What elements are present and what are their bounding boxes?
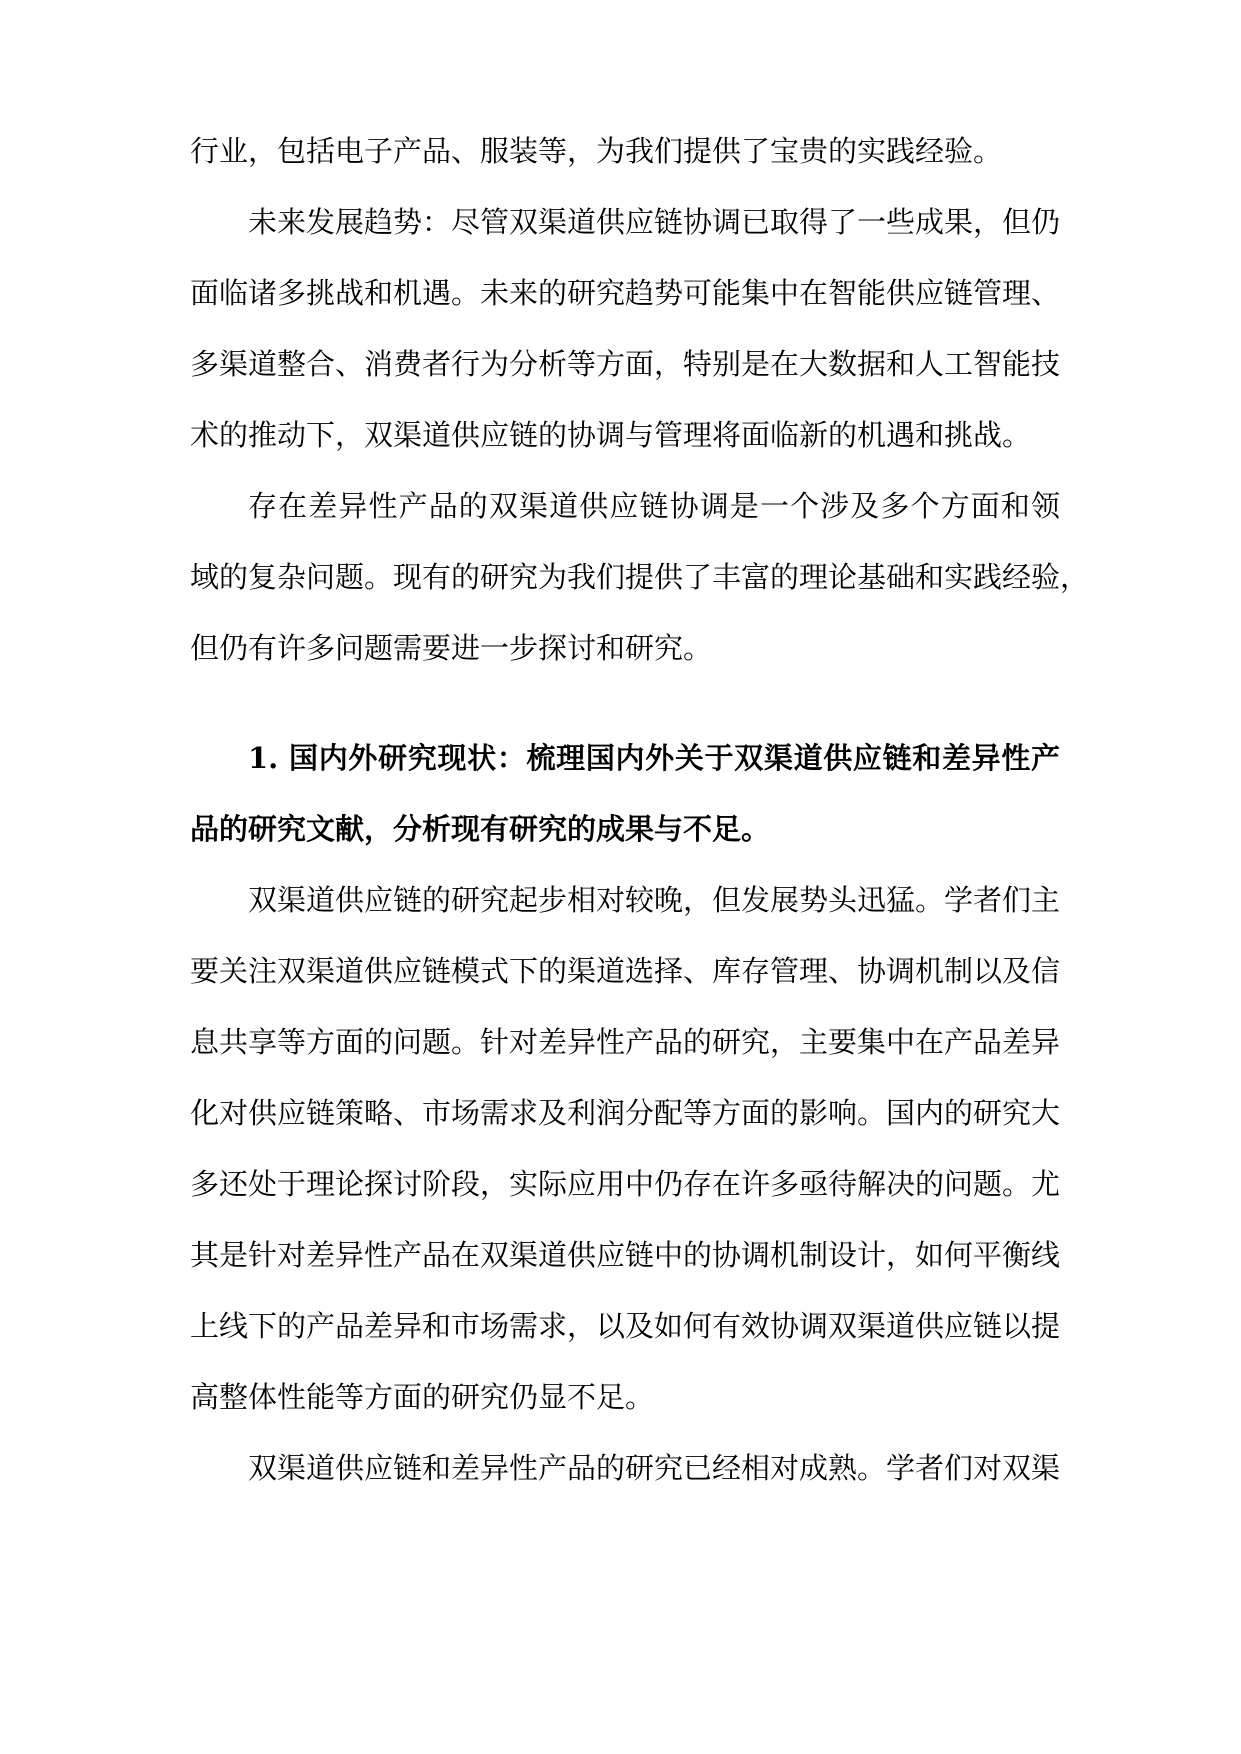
text-line: 高整体性能等方面的研究仍显不足。 bbox=[190, 1380, 655, 1414]
text-line: 存在差异性产品的双渠道供应链协调是一个涉及多个方面和领 bbox=[248, 489, 1060, 523]
text-line: 域的复杂问题。现有的研究为我们提供了丰富的理论基础和实践经验， bbox=[190, 560, 1090, 594]
text-line: 多还处于理论探讨阶段，实际应用中仍存在许多亟待解决的问题。尤 bbox=[190, 1167, 1061, 1201]
text-line: 行业，包括电子产品、服装等，为我们提供了宝贵的实践经验。 bbox=[190, 134, 1003, 168]
heading-line: 品的研究文献，分析现有研究的成果与不足。 bbox=[190, 812, 771, 846]
text-line: 要关注双渠道供应链模式下的渠道选择、库存管理、协调机制以及信 bbox=[190, 954, 1061, 988]
text-line: 未来发展趋势：尽管双渠道供应链协调已取得了一些成果，但仍 bbox=[248, 205, 1061, 239]
text-line: 其是针对差异性产品在双渠道供应链中的协调机制设计，如何平衡线 bbox=[190, 1238, 1061, 1272]
text-line: 双渠道供应链的研究起步相对较晚，但发展势头迅猛。学者们主 bbox=[248, 883, 1061, 917]
text-line: 双渠道供应链和差异性产品的研究已经相对成熟。学者们对双渠 bbox=[248, 1451, 1061, 1485]
text-line: 上线下的产品差异和市场需求，以及如何有效协调双渠道供应链以提 bbox=[190, 1309, 1061, 1343]
heading-line: 1. 国内外研究现状：梳理国内外关于双渠道供应链和差异性产 bbox=[248, 741, 1060, 775]
text-line: 术的推动下，双渠道供应链的协调与管理将面临新的机遇和挑战。 bbox=[190, 418, 1032, 452]
text-line: 面临诸多挑战和机遇。未来的研究趋势可能集中在智能供应链管理、 bbox=[190, 276, 1061, 310]
text-line: 息共享等方面的问题。针对差异性产品的研究，主要集中在产品差异 bbox=[190, 1025, 1061, 1059]
text-line: 多渠道整合、消费者行为分析等方面，特别是在大数据和人工智能技 bbox=[190, 347, 1061, 381]
text-line: 化对供应链策略、市场需求及利润分配等方面的影响。国内的研究大 bbox=[190, 1096, 1061, 1130]
text-line: 但仍有许多问题需要进一步探讨和研究。 bbox=[190, 631, 713, 665]
